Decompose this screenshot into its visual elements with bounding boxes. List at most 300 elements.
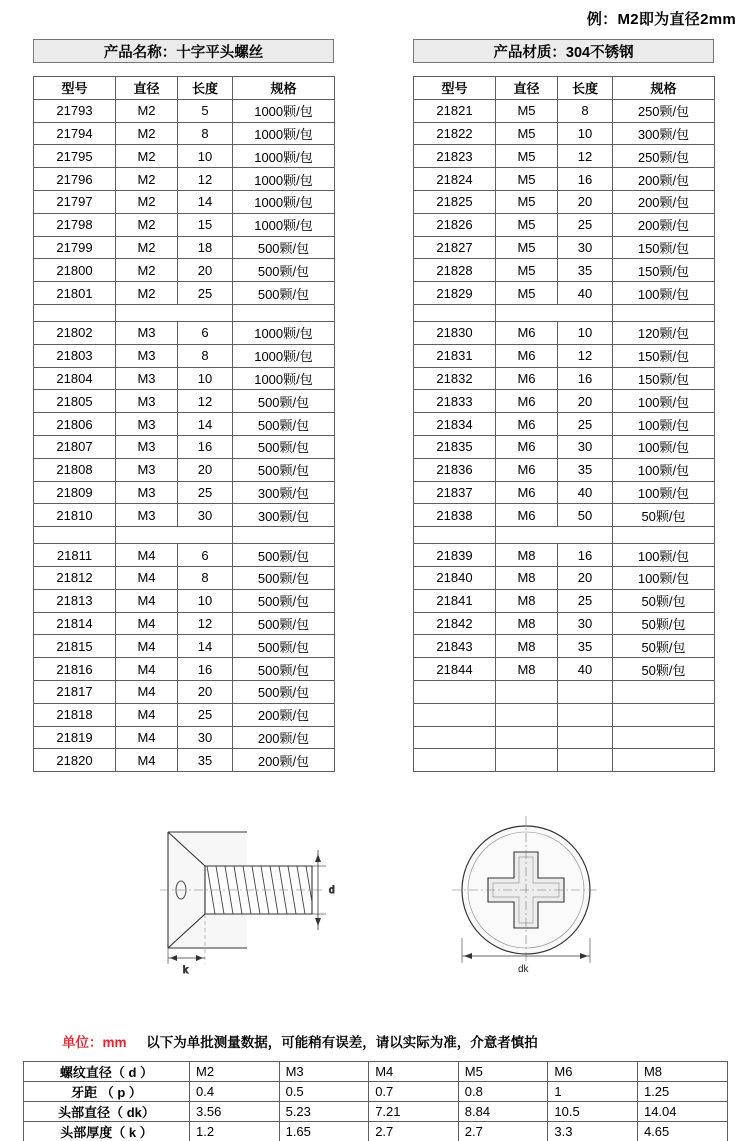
cell-length: 10 <box>178 145 233 168</box>
cell-model: 21839 <box>414 544 496 567</box>
cell-diameter: M3 <box>116 504 178 527</box>
table-row <box>34 504 335 527</box>
cell-packing: 500颗/包 <box>233 282 335 305</box>
table-row <box>414 504 715 527</box>
table-row <box>34 589 335 612</box>
cell-length: 20 <box>558 390 613 413</box>
cell-length: 8 <box>558 99 613 122</box>
cell-length: 20 <box>558 190 613 213</box>
cell-packing: 100颗/包 <box>613 481 715 504</box>
cell-diameter: M8 <box>496 544 558 567</box>
cell-length: 30 <box>558 236 613 259</box>
cell-model <box>414 680 496 703</box>
measurement-value: M8 <box>637 1062 727 1082</box>
cell-length: 12 <box>178 168 233 191</box>
cell-diameter: M3 <box>116 344 178 367</box>
measurement-value: 2.7 <box>369 1122 459 1141</box>
table-row <box>34 213 335 236</box>
cell-model: 21822 <box>414 122 496 145</box>
cell-model: 21837 <box>414 481 496 504</box>
cell-packing: 200颗/包 <box>233 726 335 749</box>
table-row <box>34 703 335 726</box>
cell-packing <box>613 749 715 772</box>
cell-model: 21830 <box>414 321 496 344</box>
cell-model: 21817 <box>34 680 116 703</box>
table-row <box>414 236 715 259</box>
table-row <box>414 282 715 305</box>
unit-note-red: 单位：mm <box>62 1035 127 1050</box>
cell-diameter: M3 <box>116 321 178 344</box>
table-row <box>414 99 715 122</box>
cell-model: 21808 <box>34 458 116 481</box>
cell-packing: 120颗/包 <box>613 321 715 344</box>
cell-packing: 500颗/包 <box>233 236 335 259</box>
table-row <box>34 458 335 481</box>
cell-length: 25 <box>558 213 613 236</box>
cell-diameter: M5 <box>496 190 558 213</box>
cell-length: 25 <box>558 413 613 436</box>
cell-length: 10 <box>178 367 233 390</box>
cell-model: 21798 <box>34 213 116 236</box>
label-k: k <box>183 965 188 976</box>
cell-packing: 500颗/包 <box>233 544 335 567</box>
table-row-empty <box>414 749 715 772</box>
table-row <box>414 213 715 236</box>
cell-packing: 250颗/包 <box>613 145 715 168</box>
table-row <box>34 658 335 681</box>
cell-diameter: M2 <box>116 145 178 168</box>
cell-packing: 500颗/包 <box>233 390 335 413</box>
measurement-row-label: 头部直径（ dk） <box>24 1102 190 1122</box>
cell-packing: 500颗/包 <box>233 658 335 681</box>
group-spacer-row <box>414 527 715 544</box>
cell-model: 21807 <box>34 435 116 458</box>
cell-diameter: M3 <box>116 367 178 390</box>
cell-model: 21834 <box>414 413 496 436</box>
table-row <box>414 566 715 589</box>
table-row <box>414 435 715 458</box>
measurement-value: 5.23 <box>279 1102 369 1122</box>
spacer-cell <box>233 304 335 321</box>
cell-diameter: M4 <box>116 589 178 612</box>
cell-packing: 150颗/包 <box>613 259 715 282</box>
measurement-table <box>23 1061 728 1141</box>
cell-packing: 100颗/包 <box>613 282 715 305</box>
cell-diameter: M4 <box>116 544 178 567</box>
cell-model: 21824 <box>414 168 496 191</box>
cell-packing: 100颗/包 <box>613 544 715 567</box>
cell-packing <box>613 726 715 749</box>
measurement-value: 0.8 <box>458 1082 548 1102</box>
cell-model: 21800 <box>34 259 116 282</box>
spacer-cell <box>496 527 558 544</box>
table-row <box>414 612 715 635</box>
cell-diameter: M6 <box>496 413 558 436</box>
cell-packing: 500颗/包 <box>233 458 335 481</box>
label-dk: dk <box>518 964 529 975</box>
cell-length: 16 <box>558 367 613 390</box>
cell-model: 21801 <box>34 282 116 305</box>
cell-length: 16 <box>558 168 613 191</box>
table-row-empty <box>414 703 715 726</box>
table-row <box>34 481 335 504</box>
cell-packing: 500颗/包 <box>233 259 335 282</box>
spacer-cell <box>496 304 558 321</box>
side-view-drawing <box>160 832 335 976</box>
table-row <box>414 367 715 390</box>
cell-model: 21832 <box>414 367 496 390</box>
cell-model: 21802 <box>34 321 116 344</box>
cell-packing: 50颗/包 <box>613 612 715 635</box>
cell-packing: 200颗/包 <box>233 749 335 772</box>
cell-packing: 300颗/包 <box>233 504 335 527</box>
table-row <box>34 749 335 772</box>
table-row <box>34 282 335 305</box>
unit-note-black: 以下为单批测量数据，可能稍有误差，请以实际为准，介意者慎拍 <box>146 1035 538 1050</box>
cell-model <box>414 749 496 772</box>
cell-packing: 150颗/包 <box>613 344 715 367</box>
cell-packing: 50颗/包 <box>613 635 715 658</box>
cell-diameter: M5 <box>496 145 558 168</box>
cell-diameter: M5 <box>496 259 558 282</box>
cell-model: 21815 <box>34 635 116 658</box>
cell-diameter: M8 <box>496 612 558 635</box>
top-note: 例：M2即为直径2mm <box>586 11 736 28</box>
cell-model: 21816 <box>34 658 116 681</box>
cell-length <box>558 749 613 772</box>
cell-model: 21813 <box>34 589 116 612</box>
cell-model: 21818 <box>34 703 116 726</box>
col-model: 型号 <box>414 77 496 100</box>
cell-length: 16 <box>558 544 613 567</box>
table-row <box>34 344 335 367</box>
cell-model: 21842 <box>414 612 496 635</box>
cell-length: 14 <box>178 635 233 658</box>
cell-length: 30 <box>178 504 233 527</box>
cell-diameter: M2 <box>116 236 178 259</box>
cell-length: 30 <box>178 726 233 749</box>
spacer-cell <box>233 527 335 544</box>
cell-diameter: M3 <box>116 481 178 504</box>
table-row <box>34 390 335 413</box>
cell-packing: 1000颗/包 <box>233 99 335 122</box>
cell-packing <box>613 703 715 726</box>
cell-model: 21811 <box>34 544 116 567</box>
cell-diameter: M6 <box>496 435 558 458</box>
cell-model: 21826 <box>414 213 496 236</box>
measurement-value: 2.7 <box>458 1122 548 1141</box>
col-length: 长度 <box>178 77 233 100</box>
cell-diameter: M4 <box>116 635 178 658</box>
cell-length: 25 <box>178 481 233 504</box>
cell-model: 21812 <box>34 566 116 589</box>
measurement-row <box>24 1102 728 1122</box>
cell-model: 21803 <box>34 344 116 367</box>
cell-model: 21821 <box>414 99 496 122</box>
table-row <box>34 259 335 282</box>
table-header-row <box>34 77 335 100</box>
measurement-value: 3.56 <box>190 1102 280 1122</box>
table-row <box>34 566 335 589</box>
cell-length: 20 <box>178 458 233 481</box>
table-row <box>34 544 335 567</box>
cell-model: 21827 <box>414 236 496 259</box>
cell-model: 21820 <box>34 749 116 772</box>
cell-diameter: M5 <box>496 282 558 305</box>
cell-length: 14 <box>178 190 233 213</box>
cell-packing: 500颗/包 <box>233 635 335 658</box>
top-view-drawing <box>452 816 600 975</box>
cell-length: 12 <box>558 344 613 367</box>
cell-diameter: M6 <box>496 481 558 504</box>
measurement-value: 4.65 <box>637 1122 727 1141</box>
cell-length: 20 <box>178 680 233 703</box>
spacer-cell <box>414 304 496 321</box>
cell-packing: 100颗/包 <box>613 435 715 458</box>
cell-length <box>558 726 613 749</box>
cell-packing: 300颗/包 <box>233 481 335 504</box>
col-packing: 规格 <box>613 77 715 100</box>
cell-diameter: M6 <box>496 344 558 367</box>
cell-diameter: M2 <box>116 190 178 213</box>
table-row <box>34 635 335 658</box>
table-row <box>34 367 335 390</box>
col-diameter: 直径 <box>496 77 558 100</box>
group-spacer-row <box>34 527 335 544</box>
col-model: 型号 <box>34 77 116 100</box>
table-row <box>34 435 335 458</box>
table-header-row <box>414 77 715 100</box>
cell-diameter: M6 <box>496 321 558 344</box>
cell-packing: 150颗/包 <box>613 236 715 259</box>
cell-diameter: M2 <box>116 213 178 236</box>
cell-diameter: M4 <box>116 726 178 749</box>
measurement-value: 1 <box>548 1082 638 1102</box>
measurement-value: 1.65 <box>279 1122 369 1141</box>
cell-packing: 1000颗/包 <box>233 190 335 213</box>
left-spec-table <box>33 76 335 772</box>
cell-packing: 500颗/包 <box>233 435 335 458</box>
cell-model: 21831 <box>414 344 496 367</box>
cell-diameter: M8 <box>496 635 558 658</box>
cell-model: 21823 <box>414 145 496 168</box>
cell-length: 16 <box>178 435 233 458</box>
cell-model: 21805 <box>34 390 116 413</box>
cell-packing: 1000颗/包 <box>233 122 335 145</box>
measurement-value: M4 <box>369 1062 459 1082</box>
technical-drawings <box>0 806 750 1006</box>
cell-diameter: M5 <box>496 122 558 145</box>
cell-model: 21835 <box>414 435 496 458</box>
cell-model <box>414 726 496 749</box>
cell-length: 10 <box>178 589 233 612</box>
spacer-cell <box>558 304 613 321</box>
spacer-cell <box>116 527 178 544</box>
cell-diameter <box>496 703 558 726</box>
cell-packing: 100颗/包 <box>613 413 715 436</box>
cell-diameter: M6 <box>496 367 558 390</box>
unit-note <box>62 1031 538 1051</box>
table-row <box>34 612 335 635</box>
cell-diameter: M2 <box>116 282 178 305</box>
cell-model: 21793 <box>34 99 116 122</box>
measurement-value: 8.84 <box>458 1102 548 1122</box>
cell-diameter <box>496 726 558 749</box>
table-row <box>414 658 715 681</box>
cell-diameter: M5 <box>496 99 558 122</box>
measurement-value: M6 <box>548 1062 638 1082</box>
measurement-row <box>24 1082 728 1102</box>
measurement-value: M2 <box>190 1062 280 1082</box>
table-row <box>414 145 715 168</box>
spacer-cell <box>34 527 116 544</box>
col-length: 长度 <box>558 77 613 100</box>
cell-diameter: M3 <box>116 413 178 436</box>
cell-packing: 1000颗/包 <box>233 344 335 367</box>
table-row <box>414 589 715 612</box>
measurement-value: 0.7 <box>369 1082 459 1102</box>
cell-length: 40 <box>558 282 613 305</box>
cell-packing: 500颗/包 <box>233 680 335 703</box>
cell-model: 21841 <box>414 589 496 612</box>
cell-diameter: M5 <box>496 213 558 236</box>
cell-diameter: M4 <box>116 680 178 703</box>
measurement-value: 10.5 <box>548 1102 638 1122</box>
table-row <box>34 236 335 259</box>
cell-length: 20 <box>178 259 233 282</box>
table-row <box>414 259 715 282</box>
cell-model: 21797 <box>34 190 116 213</box>
measurement-value: M5 <box>458 1062 548 1082</box>
cell-length: 8 <box>178 344 233 367</box>
cell-packing: 50颗/包 <box>613 589 715 612</box>
cell-length: 40 <box>558 658 613 681</box>
cell-length: 50 <box>558 504 613 527</box>
table-row <box>34 145 335 168</box>
group-spacer-row <box>34 304 335 321</box>
cell-length: 12 <box>178 390 233 413</box>
cell-model: 21833 <box>414 390 496 413</box>
cell-length: 18 <box>178 236 233 259</box>
cell-length: 20 <box>558 566 613 589</box>
table-row <box>414 190 715 213</box>
cell-packing: 200颗/包 <box>613 190 715 213</box>
measurement-value: 3.3 <box>548 1122 638 1141</box>
col-packing: 规格 <box>233 77 335 100</box>
cell-diameter: M4 <box>116 703 178 726</box>
cell-model: 21809 <box>34 481 116 504</box>
cell-diameter: M4 <box>116 658 178 681</box>
cell-length: 25 <box>178 703 233 726</box>
cell-length: 35 <box>178 749 233 772</box>
cell-packing: 200颗/包 <box>613 213 715 236</box>
cell-length: 30 <box>558 612 613 635</box>
cell-model: 21828 <box>414 259 496 282</box>
cell-model: 21804 <box>34 367 116 390</box>
label-d: d <box>329 885 335 896</box>
table-row <box>34 168 335 191</box>
cell-model: 21843 <box>414 635 496 658</box>
cell-diameter: M2 <box>116 168 178 191</box>
cell-packing: 1000颗/包 <box>233 168 335 191</box>
cell-packing: 1000颗/包 <box>233 213 335 236</box>
table-row <box>34 122 335 145</box>
cell-diameter: M4 <box>116 566 178 589</box>
cell-length: 12 <box>558 145 613 168</box>
cell-length: 30 <box>558 435 613 458</box>
cell-length: 35 <box>558 635 613 658</box>
cell-length: 8 <box>178 566 233 589</box>
table-row <box>414 390 715 413</box>
cell-packing: 200颗/包 <box>233 703 335 726</box>
spacer-cell <box>34 304 116 321</box>
cell-length: 5 <box>178 99 233 122</box>
table-row <box>414 413 715 436</box>
cell-diameter: M4 <box>116 612 178 635</box>
measurement-row-label: 牙距 （ p ） <box>24 1082 190 1102</box>
cell-model: 21794 <box>34 122 116 145</box>
cell-diameter: M2 <box>116 122 178 145</box>
cell-packing: 50颗/包 <box>613 658 715 681</box>
measurement-row <box>24 1062 728 1082</box>
cell-diameter <box>496 749 558 772</box>
cell-diameter: M3 <box>116 435 178 458</box>
table-row <box>414 481 715 504</box>
cell-length: 14 <box>178 413 233 436</box>
cell-model <box>414 703 496 726</box>
cell-diameter: M8 <box>496 589 558 612</box>
cell-length: 10 <box>558 122 613 145</box>
product-material-header: 产品材质：304不锈钢 <box>413 39 714 63</box>
product-name-header: 产品名称：十字平头螺丝 <box>33 39 334 63</box>
cell-packing: 500颗/包 <box>233 413 335 436</box>
cell-packing: 100颗/包 <box>613 390 715 413</box>
cell-model: 21829 <box>414 282 496 305</box>
cell-packing: 200颗/包 <box>613 168 715 191</box>
cell-model: 21836 <box>414 458 496 481</box>
cell-length: 10 <box>558 321 613 344</box>
cell-length: 8 <box>178 122 233 145</box>
cell-packing: 1000颗/包 <box>233 145 335 168</box>
measurement-value: 7.21 <box>369 1102 459 1122</box>
cell-model: 21838 <box>414 504 496 527</box>
cell-model: 21814 <box>34 612 116 635</box>
cell-packing: 150颗/包 <box>613 367 715 390</box>
cell-model: 21825 <box>414 190 496 213</box>
table-row <box>414 544 715 567</box>
table-row <box>34 680 335 703</box>
cell-diameter: M4 <box>116 749 178 772</box>
cell-model: 21810 <box>34 504 116 527</box>
table-row <box>34 726 335 749</box>
measurement-value: 14.04 <box>637 1102 727 1122</box>
cell-length: 15 <box>178 213 233 236</box>
measurement-value: 1.25 <box>637 1082 727 1102</box>
table-row <box>34 190 335 213</box>
cell-diameter: M2 <box>116 99 178 122</box>
measurement-value: 0.5 <box>279 1082 369 1102</box>
table-row <box>34 321 335 344</box>
right-spec-table <box>413 76 715 772</box>
table-row-empty <box>414 726 715 749</box>
cell-model: 21840 <box>414 566 496 589</box>
spacer-cell <box>414 527 496 544</box>
cell-packing: 500颗/包 <box>233 566 335 589</box>
spacer-cell <box>613 304 715 321</box>
cell-packing: 300颗/包 <box>613 122 715 145</box>
cell-length: 25 <box>558 589 613 612</box>
spacer-cell <box>558 527 613 544</box>
